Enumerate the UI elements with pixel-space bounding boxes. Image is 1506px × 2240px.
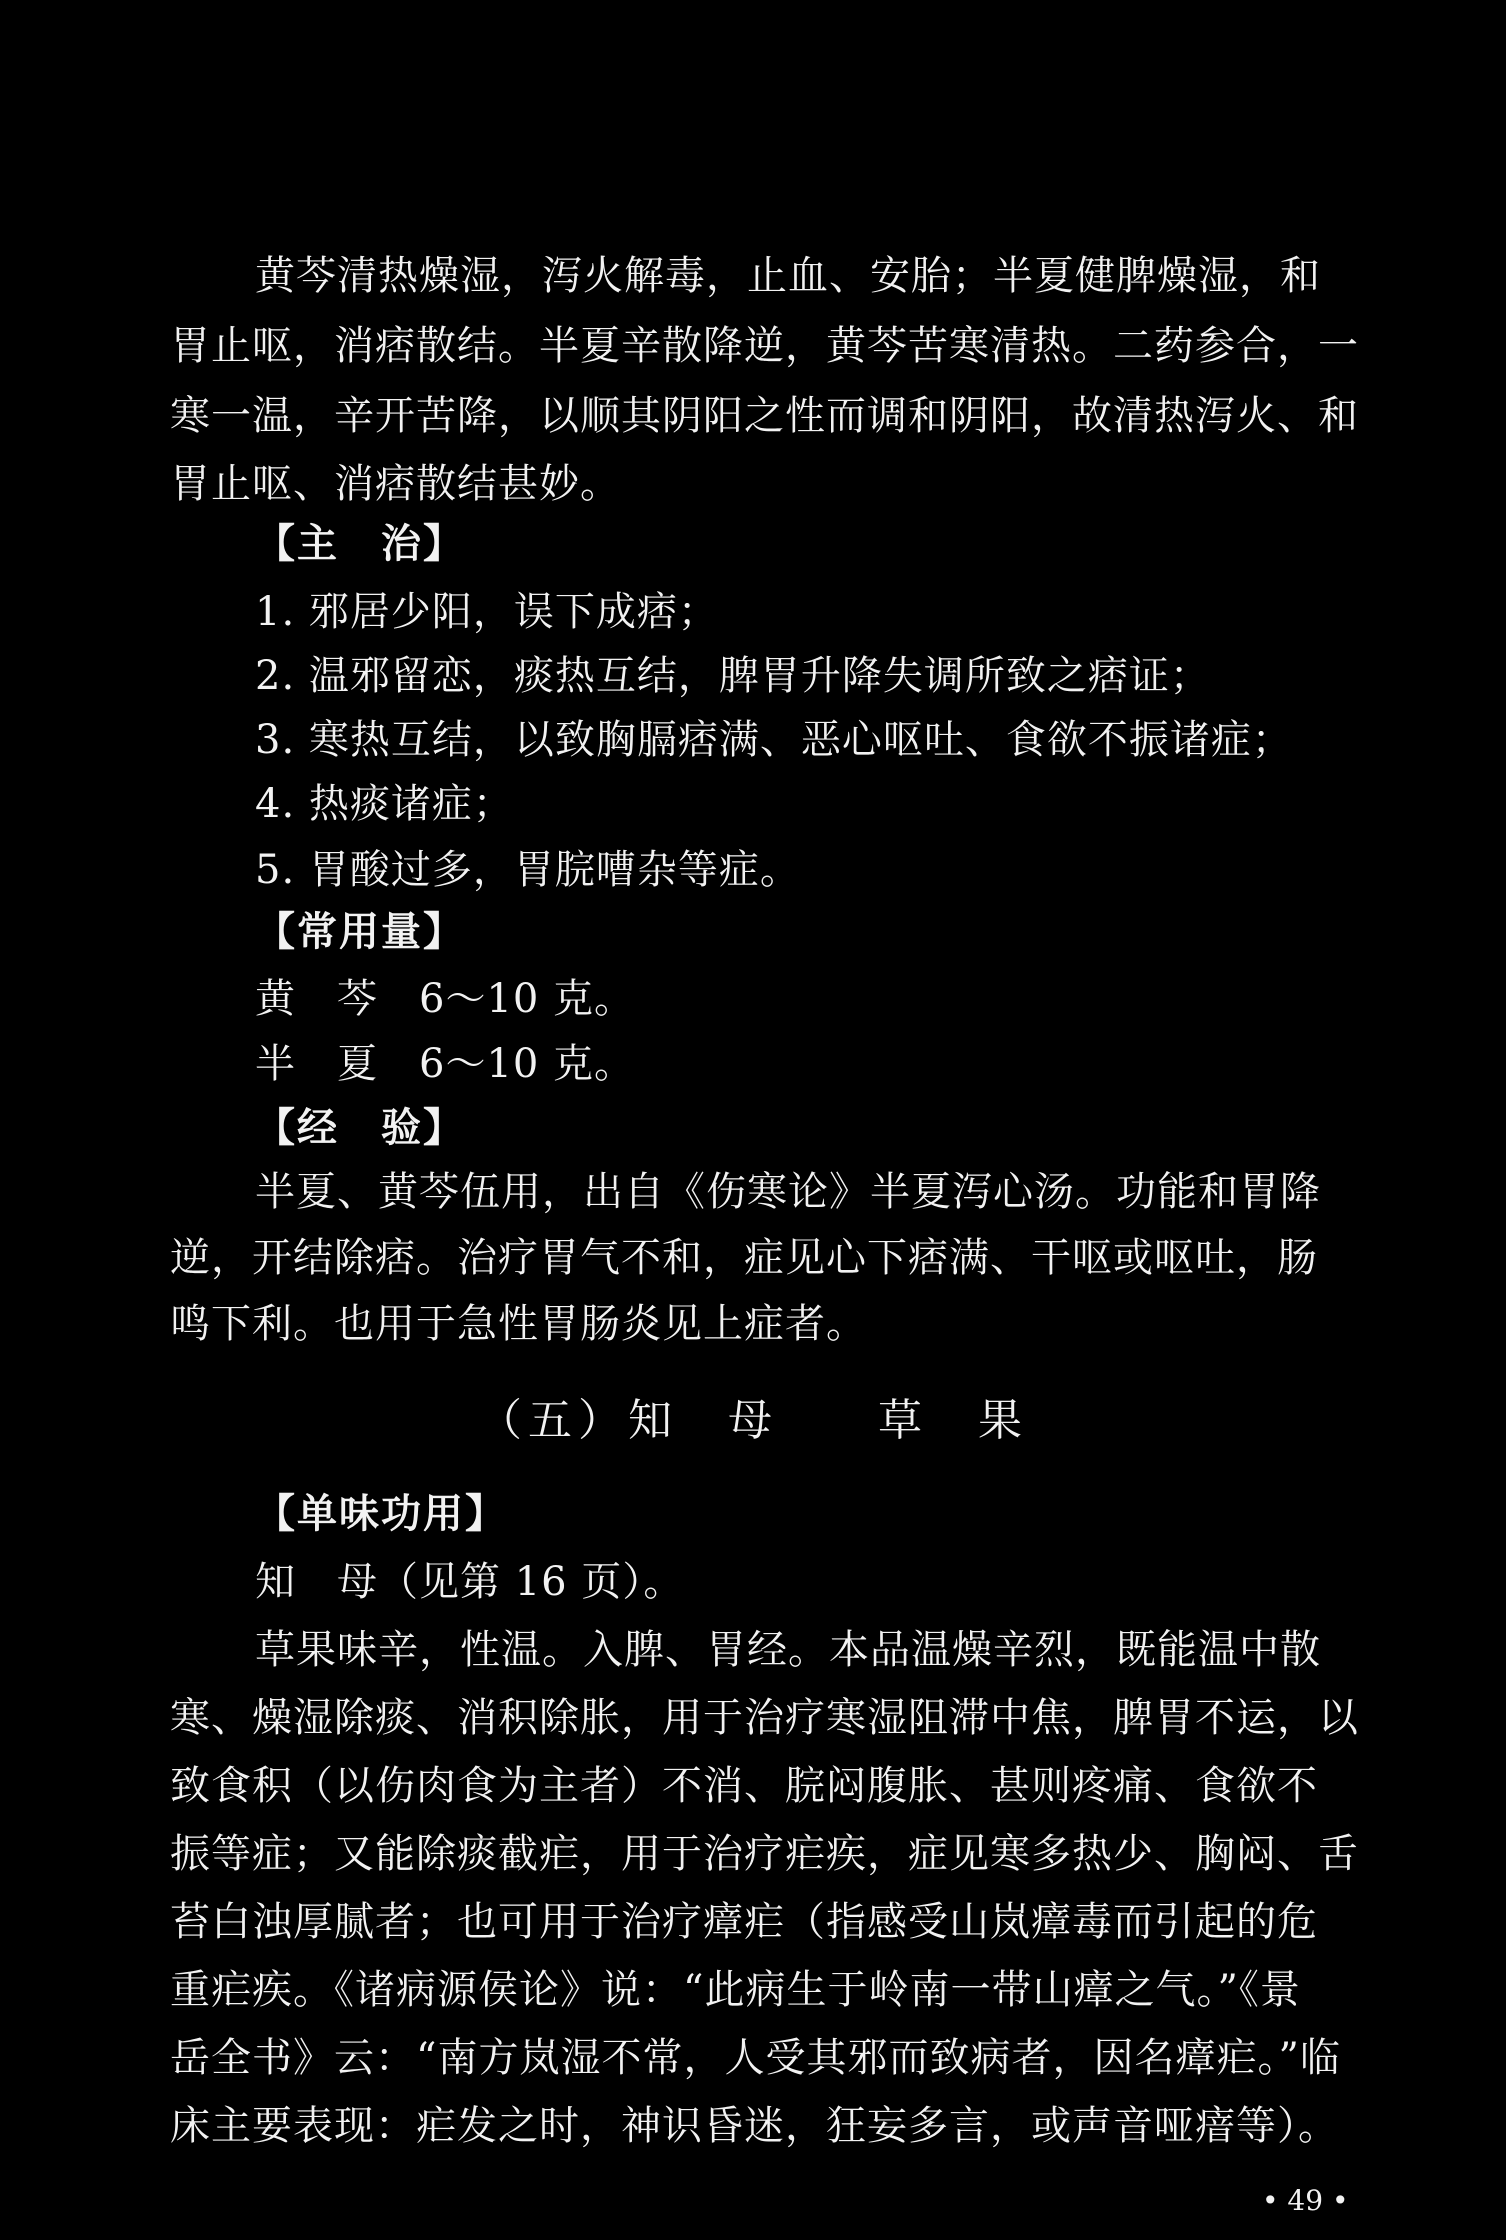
dosage-item: 半 夏 6～10 克。 — [255, 1041, 636, 1087]
list-item: 5. 胃酸过多，胃脘嘈杂等症。 — [255, 847, 801, 893]
herb-reference: 知 母（见第 16 页）。 — [255, 1559, 685, 1605]
paragraph-line: 苔白浊厚腻者；也可用于治疗瘴疟（指感受山岚瘴毒而引起的危 — [170, 1899, 1318, 1945]
list-item: 3. 寒热互结，以致胸膈痞满、恶心呕吐、食欲不振诸症； — [255, 717, 1293, 763]
section-heading-danwei: 【单味功用】 — [255, 1490, 507, 1537]
paragraph-line: 振等症；又能除痰截疟，用于治疗疟疾，症见寒多热少、胸闷、舌 — [170, 1831, 1359, 1877]
paragraph-line: 寒、燥湿除痰、消积除胀，用于治疗寒湿阻滞中焦，脾胃不运，以 — [170, 1695, 1359, 1741]
page-number: • 49 • — [1262, 2184, 1349, 2217]
section-heading-zhuzhi: 【主 治】 — [255, 520, 465, 567]
list-item: 4. 热痰诸症； — [255, 781, 514, 827]
section-heading-jingyan: 【经 验】 — [255, 1104, 465, 1151]
paragraph-line: 草果味辛，性温。入脾、胃经。本品温燥辛烈，既能温中散 — [255, 1627, 1321, 1673]
paragraph-line: 胃止呕，消痞散结。半夏辛散降逆，黄芩苦寒清热。二药参合，一 — [170, 323, 1359, 369]
section-title: （五）知 母 草 果 — [478, 1395, 1028, 1446]
list-item: 2. 温邪留恋，痰热互结，脾胃升降失调所致之痞证； — [255, 653, 1211, 699]
dosage-item: 黄 芩 6～10 克。 — [255, 976, 636, 1022]
list-item: 1. 邪居少阳，误下成痞； — [255, 589, 719, 635]
paragraph-line: 逆，开结除痞。治疗胃气不和，症见心下痞满、干呕或呕吐，肠 — [170, 1235, 1318, 1281]
paragraph-line: 半夏、黄芩伍用，出自《伤寒论》半夏泻心汤。功能和胃降 — [255, 1169, 1321, 1215]
paragraph-line: 鸣下利。也用于急性胃肠炎见上症者。 — [170, 1301, 867, 1347]
paragraph-line: 重疟疾。《诸病源侯论》说：“此病生于岭南一带山瘴之气。”《景 — [170, 1967, 1301, 2013]
paragraph-line: 岳全书》云：“南方岚湿不常，人受其邪而致病者，因名瘴疟。”临 — [170, 2035, 1341, 2081]
paragraph-line: 致食积（以伤肉食为主者）不消、脘闷腹胀、甚则疼痛、食欲不 — [170, 1763, 1318, 1809]
paragraph-line: 胃止呕、消痞散结甚妙。 — [170, 461, 621, 507]
paragraph-line: 床主要表现：疟发之时，神识昏迷，狂妄多言，或声音哑瘖等）。 — [170, 2103, 1339, 2149]
paragraph-line: 黄芩清热燥湿，泻火解毒，止血、安胎；半夏健脾燥湿，和 — [255, 253, 1321, 299]
section-heading-changyongliang: 【常用量】 — [255, 908, 465, 955]
paragraph-line: 寒一温，辛开苦降，以顺其阴阳之性而调和阴阳，故清热泻火、和 — [170, 393, 1359, 439]
